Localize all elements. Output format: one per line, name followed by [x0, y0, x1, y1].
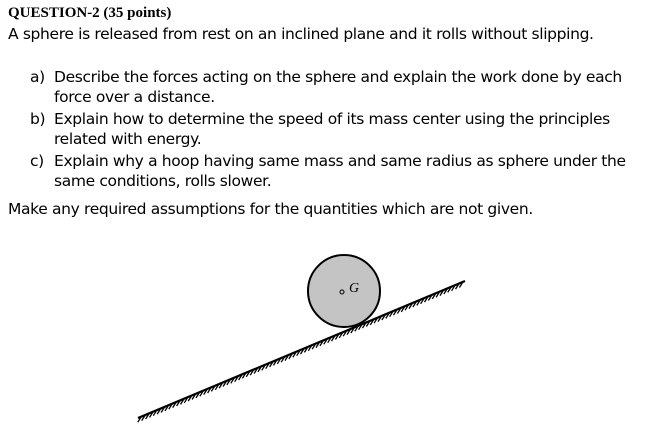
part-b-line-1: Explain how to determine the speed of its mass center using the principles: [54, 110, 610, 128]
part-c-line-2: same conditions, rolls slower.: [54, 172, 272, 190]
part-c-marker: c): [30, 152, 44, 170]
incline-surface-line: [138, 281, 465, 418]
question-heading: QUESTION-2 (35 points): [8, 5, 172, 21]
question-stem: A sphere is released from rest on an inclined plane and it rolls without slipping.: [8, 25, 594, 43]
part-b-line-2: related with energy.: [54, 130, 202, 148]
part-a-marker: a): [30, 68, 45, 86]
part-c-line-1: Explain why a hoop having same mass and same radius as sphere under the: [54, 152, 626, 170]
part-b-marker: b): [30, 110, 46, 128]
mass-center-label: G: [349, 281, 360, 296]
part-a-line-1: Describe the forces acting on the sphere and explain the work done by each: [54, 68, 622, 86]
question-closing-note: Make any required assumptions for the quantities which are not given.: [8, 200, 533, 218]
part-a-line-2: force over a distance.: [54, 88, 215, 106]
